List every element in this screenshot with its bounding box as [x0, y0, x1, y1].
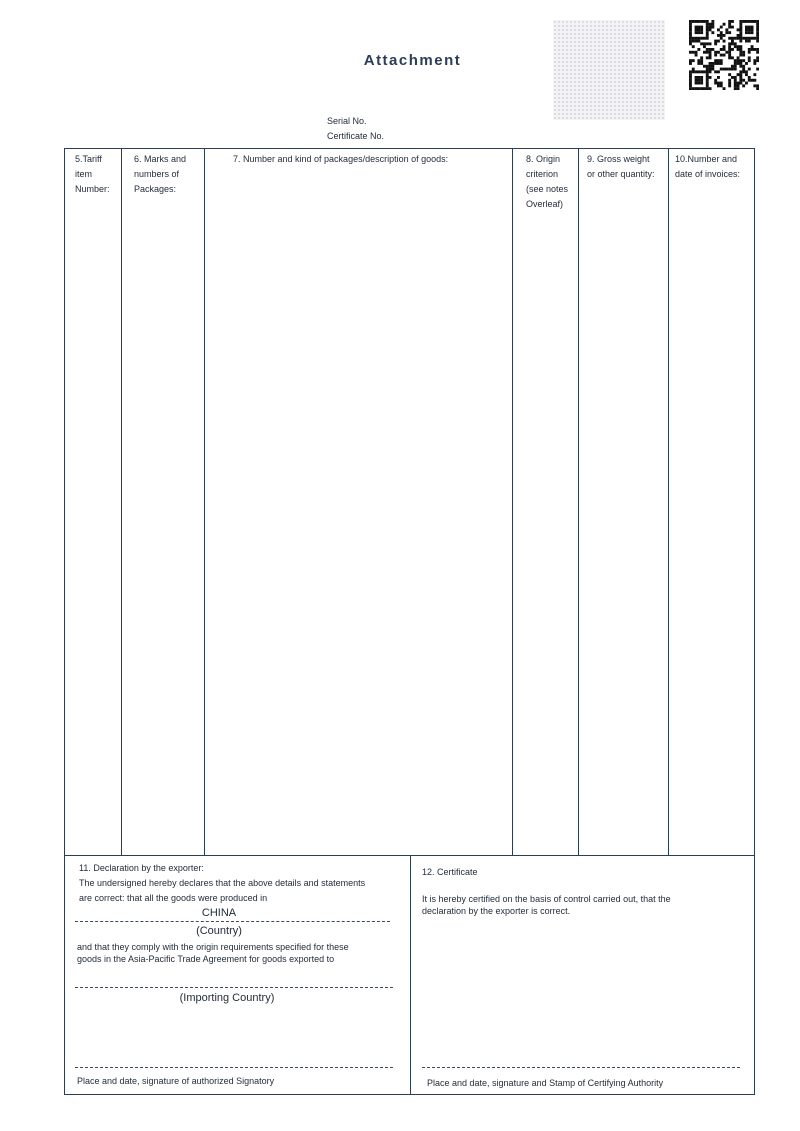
col-divider [121, 149, 122, 855]
header-invoices: 10.Number and date of invoices: [675, 154, 741, 179]
declaration-heading: 11. Declaration by the exporter: [79, 863, 204, 873]
declaration-line: The undersigned hereby declares that the above details and statements [79, 878, 366, 888]
certificate-heading: 12. Certificate [422, 867, 478, 877]
exporter-signature-line [75, 1067, 393, 1068]
security-watermark [553, 20, 665, 120]
country-line [75, 921, 390, 922]
serial-block [327, 114, 384, 144]
certificate-line: declaration by the exporter is correct. [422, 906, 571, 916]
attachment-form [64, 148, 755, 1095]
declaration-line: goods in the Asia-Pacific Trade Agreement for goods exported to [77, 954, 335, 964]
header-tariff-item: 5.Tariff item Number: [75, 154, 110, 194]
header-description: 7. Number and kind of packages/description of goods: [233, 154, 449, 164]
authority-signature-line [422, 1067, 740, 1068]
importing-country-line [75, 987, 393, 988]
certificate-line: It is hereby certified on the basis of control carried out, that the [422, 894, 671, 904]
col-divider [204, 149, 205, 855]
header-marks-numbers: 6. Marks and numbers of Packages: [134, 154, 187, 194]
col-divider [578, 149, 579, 855]
exporter-signature-caption: Place and date, signature of authorized Signatory [77, 1076, 275, 1086]
header-origin-criterion: 8. Origin criterion (see notes Overleaf) [526, 154, 569, 209]
document-title: Attachment [363, 52, 462, 69]
serial-no-label: Serial No. [327, 116, 367, 126]
header-gross-weight: 9. Gross weight or other quantity: [587, 154, 655, 179]
produced-country: CHINA [201, 907, 237, 919]
qr-code-icon [689, 20, 759, 90]
country-caption: (Country) [196, 925, 242, 937]
certificate-no-label: Certificate No. [327, 131, 385, 141]
box-divider [410, 855, 411, 1095]
authority-signature-caption: Place and date, signature and Stamp of Certifying Authority [427, 1078, 664, 1088]
importing-country-caption: (Importing Country) [179, 992, 275, 1004]
declaration-line: and that they comply with the origin requirements specified for these [77, 942, 349, 952]
col-divider [668, 149, 669, 855]
declaration-line: are correct: that all the goods were produced in [79, 893, 268, 903]
col-divider [512, 149, 513, 855]
